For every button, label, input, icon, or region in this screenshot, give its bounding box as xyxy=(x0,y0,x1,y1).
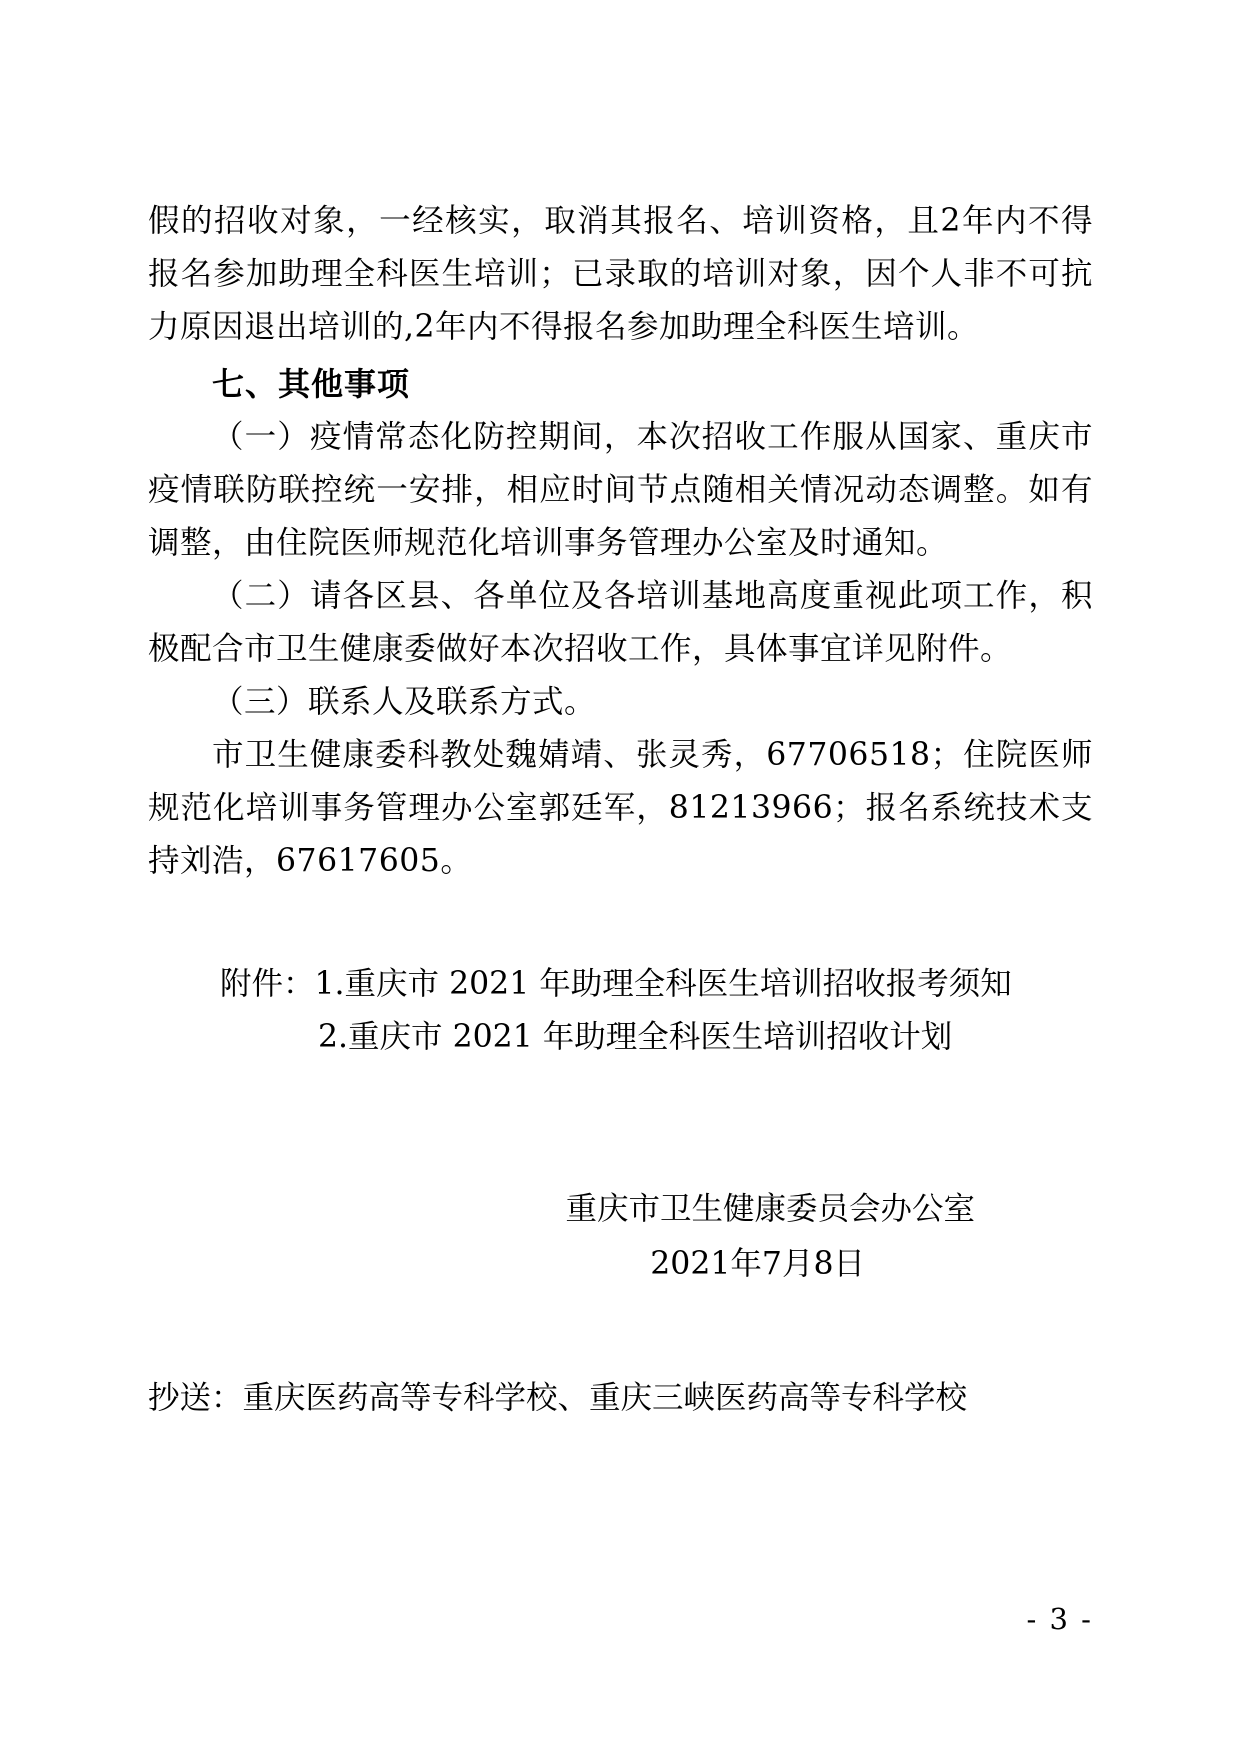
paragraph-item-3: （三）联系人及联系方式。 xyxy=(212,684,597,720)
attachment-line-2: 2.重庆市 2021 年助理全科医生培训招收计划 xyxy=(318,1019,953,1055)
paragraph-item-1: （一）疫情常态化防控期间，本次招收工作服从国家、重庆市疫情联防联控统一安排，相应时间节点随相关情况动态调整。如有调整，由住院医师规范化培训事务管理办公室及时通知。 xyxy=(148,419,1093,561)
page-number: - 3 - xyxy=(1026,1602,1093,1636)
cc-line: 抄送：重庆医药高等专科学校、重庆三峡医药高等专科学校 xyxy=(148,1380,968,1416)
attachment-line-1: 附件：1.重庆市 2021 年助理全科医生培训招收报考须知 xyxy=(220,966,1012,1002)
section-heading-other-matters: 七、其他事项 xyxy=(212,365,411,403)
signature-issuer: 重庆市卫生健康委员会办公室 xyxy=(565,1191,975,1227)
signature-block xyxy=(148,1182,1093,1292)
signature-date: 2021年7月8日 xyxy=(650,1246,865,1282)
paragraph-continued: 假的招收对象，一经核实，取消其报名、培训资格，且2年内不得报名参加助理全科医生培训；已录取的培训对象，因个人非不可抗力原因退出培训的,2年内不得报名参加助理全科医生培训。 xyxy=(148,203,1093,345)
paragraph-item-2: （二）请各区县、各单位及各培训基地高度重视此项工作，积极配合市卫生健康委做好本次招收工作，具体事宜详见附件。 xyxy=(148,578,1093,667)
attachments-block xyxy=(148,958,1093,1064)
paragraph-contacts: 市卫生健康委科教处魏婧靖、张灵秀，67706518；住院医师规范化培训事务管理办公室郭廷军，81213966；报名系统技术支持刘浩，67617605。 xyxy=(148,737,1093,879)
